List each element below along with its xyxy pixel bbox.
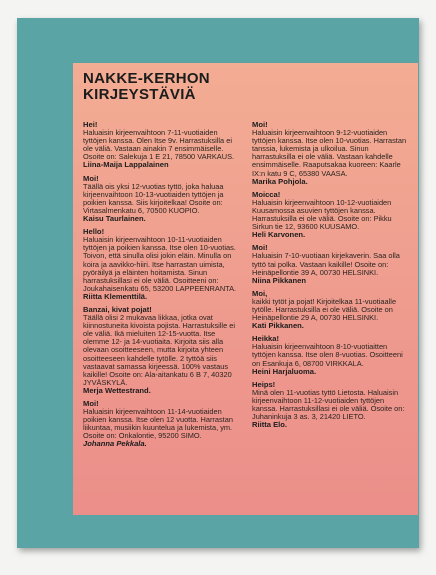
letter-entry [252,121,410,186]
letter-entry [252,191,410,240]
letter-signature: Niina Pikkanen [252,275,307,285]
letter-signature: Heli Karvonen. [252,230,306,240]
letter-signature: Johanna Pekkala. [83,439,147,449]
letter-body: Haluaisin kirjeenvaihtoon 8-10-vuotiaitten tyttöjen kanssa. Itse olen 8-vuotias. Osoitteeni on Esankuja 6, 08700 VIRKKALA. [252,342,403,368]
letter-signature: Riitta Klementtilä. [83,291,148,301]
right-column [252,121,410,454]
letter-greeting: Hei! [83,120,98,129]
booklet-cover [17,18,419,548]
letter-entry [252,335,410,375]
title-line-2: KIRJEYSTÄVIÄ [83,86,196,103]
letter-entry [252,244,410,284]
letter-signature: Kati Pikkanen. [252,321,304,331]
letter-greeting: Moi! [83,173,99,183]
letter-signature: Marika Pohjola. [252,176,308,186]
letter-greeting: Hello! [83,227,105,237]
letter-entry [83,400,241,449]
letter-body: Haluaisin 7-10-vuotiaan kirjekaverin. Saa olla tyttö tai polka. Vastaan kaikille! Osoite on: Heinäpellontie 39 A, 00730 HELSINKI. [252,251,400,277]
letter-body: Täällä ois yksi 12-vuotias tyttö, joka haluaa kirjeenvaihtoon 10-13-vuotiaiden tyttöjen ja poikien kanssa. Siis kirjoitelkaa! Osoite on: Virtasalmenkatu 6, 70500 KUOPIO. [83,181,224,215]
letter-greeting: Moi, [252,288,268,298]
letter-body: Haluaisin kirjeenvaihtoon 11-14-vuotiaiden poikien kanssa. Itse olen 12 vuotta. Harrastan liikuntaa, musiikin kuuntelua ja lukemista, ym. Osoite on: Onkalontie, 95200 SIMO. [83,407,233,441]
letter-body: Minä olen 11-vuotias tyttö Lietosta. Haluaisin kirjeenvaihtoon 11-12-vuotiaiden tyttöjen kanssa. Harrastuksillasi ei ole väliä. Osoite on: Juhaninkuja 3 as. 3, 21420 LIETO. [252,387,405,422]
page-title [83,71,408,103]
letter-entry [252,381,410,430]
letter-greeting: Moi! [252,120,268,129]
letter-signature: Kaisu Taurlainen. [83,214,146,224]
letter-body: Haluaisin kirjeenvaihtoon 10-11-vuotiaiden tyttöjen ja poikien kanssa. Itse olen 10-vuotias. Toivon, että sinulla olisi jokin eläin. Minulla on koira ja aavikko-hiiri. Itse harrastan uimista, pyöräilyä ja eläinten hoitamista. Sinun harrastuksillasi ei ole väliä. Osoitteeni on: Joukahaisenkatu 65, 53200 LAPPEENRANTA. [83,235,237,293]
letter-signature: Merja Wettestrand. [83,385,151,395]
letter-greeting: Moi! [83,399,99,408]
letter-signature: Riitta Elo. [252,420,288,430]
letter-entry [83,175,241,224]
left-column [83,121,241,454]
letter-greeting: Heips! [252,379,276,389]
letter-greeting: Moi! [252,243,268,253]
letter-greeting: Heikka! [252,334,280,344]
letter-body: Haluaisin kirjeenvaihtoon 9-12-vuotiaiden tyttöjen kanssa. Itse olen 10-vuotias. Harrastan tanssia, lukemista ja ulkoilua. Sinun harrastuksilla ei ole väliä. Vastaan kahdelle ensimmäiselle. Raaputsakaa kuoreen: Kaarle IX:n katu 9 C, 65380 VAASA. [252,128,407,178]
letter-body: Täällä olisi 2 mukavaa likkaa, jotka ovat kiinnostuneita kivoista pojista. Harrastuksille ei ole väliä. Ikä mieluiten 12-15-vuotta. Itse olemme 12- ja 14-vuotiaita. Kirjoita siis alla olevaan osoitteeseen, mutta kirjoita yhteen osoitteeseen kahdelle tytölle. 2 tyttöä siis vastaavat samassa kirjeessä. 100% vastaus kaikille! Osoite on: Ala-aitankatu 6 B 7, 40320 JYVÄSKYLÄ. [83,313,235,387]
letter-entry [83,121,241,170]
page-panel [73,63,418,515]
title-line-1: NAKKE-KERHON [83,70,210,87]
letter-greeting: Moicca! [252,189,281,199]
letter-entry [252,290,410,330]
letter-body: Haluaisin kirjeenvaihtoon 7-11-vuotiaiden tyttöjen kanssa. Olen Itse 9v. Harrastuksilla ei ole väliä. Vastaan ainakin 7 ensimmäiselle. Osoite on: Salekuja 1 E 21, 78500 VARKAUS. [83,128,235,162]
letter-signature: Liina-Maija Lappalainen [83,160,169,170]
letter-signature: Heini Harjaluoma. [252,366,317,376]
letter-body: kaikki tytöt ja pojat! Kirjoitelkaa 11-vuotiaalle tytölle. Harrastuksilla ei ole väliä. Osoite on Heinäpellontie 29 A, 00730 HELSINKI. [252,296,397,323]
letters-columns [83,121,410,454]
letter-entry [83,306,241,395]
letter-entry [83,228,241,301]
letter-body: Haluaisin kirjeenvaihtoon 10-12-vuotiaiden Kuusamossa asuvien tyttöjen kanssa. Harrastuksilla ei ole väliä. Osoite on: Pikku Sirkun tie 12, 93600 KUUSAMO. [252,197,392,232]
letter-greeting: Banzai, kivat pojat! [83,304,152,314]
